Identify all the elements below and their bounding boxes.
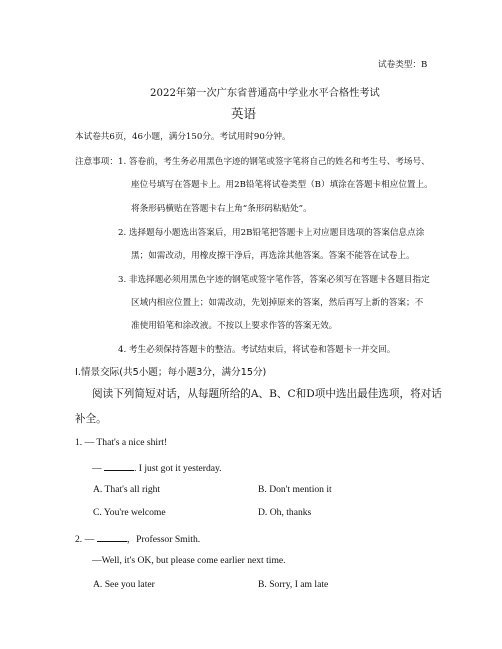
note-1-line-3: 将条形码横贴在答题卡右上角“条形码粘贴处”。 [131, 204, 312, 214]
question-2-number: 2. — [75, 534, 97, 545]
question-1-option-d: D. Oh, thanks [258, 507, 312, 518]
exam-title: 2022年第一次广东省普通高中学业水平合格性考试 [150, 88, 380, 99]
note-3-line-1: 3. 非选择题必须用黑色字迹的钢笔或签字笔作答，答案必须写在答题卡各题目指定 [118, 275, 430, 285]
section-instruction-line-2: 补全。 [75, 413, 107, 425]
question-1-option-b: B. Don't mention it [258, 484, 332, 495]
question-1-prompt: 1. — That's a nice shirt! [75, 437, 168, 448]
note-3-line-3: 准使用铅笔和涂改液。不按以上要求作答的答案无效。 [131, 321, 338, 331]
subject-title: 英语 [231, 106, 257, 121]
note-2-line-1: 2. 选择题每小题选出答案后，用2B铅笔把答题卡上对应题目选项的答案信息点涂 [118, 228, 425, 238]
note-3-line-2: 区域内相应位置上；如需改动，先划掉原来的答案，然后再写上新的答案；不 [131, 298, 424, 308]
question-1-response-text: . I just got it yesterday. [134, 463, 222, 474]
answer-blank [97, 532, 127, 542]
note-4-line-1: 4. 考生必须保持答题卡的整洁。考试结束后，将试卷和答题卡一并交回。 [118, 345, 396, 355]
question-1-option-c: C. You're welcome [93, 507, 166, 518]
note-1-line-1: 1. 答卷前，考生务必用黑色字迹的钢笔或签字笔将自己的姓名和考生号、考场号、 [118, 157, 430, 167]
answer-blank [104, 461, 134, 471]
question-2-prompt-text: ，Professor Smith. [126, 534, 201, 545]
note-2-line-2: 黑；如需改动，用橡皮擦干净后，再选涂其他答案。答案不能答在试卷上。 [131, 251, 415, 261]
question-1-response [92, 461, 222, 474]
question-2-prompt [75, 531, 200, 545]
notes-label: 注意事项： [75, 157, 118, 167]
question-1-dash: — [92, 463, 104, 474]
question-2-option-b: B. Sorry, I am late [258, 579, 329, 590]
paper-type-label: 试卷类型：B [378, 60, 428, 70]
note-1-line-2: 座位号填写在答题卡上。用2B铅笔将试卷类型（B）填涂在答题卡相应位置上。 [131, 180, 433, 190]
intro-text: 本试卷共6页，46小题，满分150分。考试用时90分钟。 [75, 132, 291, 142]
section-title: Ⅰ.情景交际(共5小题；每小题3分，满分15分) [75, 367, 267, 378]
question-2-option-a: A. See you later [93, 579, 155, 590]
question-1-option-a: A. That's all right [93, 484, 161, 495]
question-2-response: —Well, it's OK, but please come earlier next time. [92, 555, 286, 566]
section-instruction-line-1: 阅读下列简短对话，从每题所给的A、B、C和D项中选出最佳选项，将对话 [92, 388, 442, 400]
